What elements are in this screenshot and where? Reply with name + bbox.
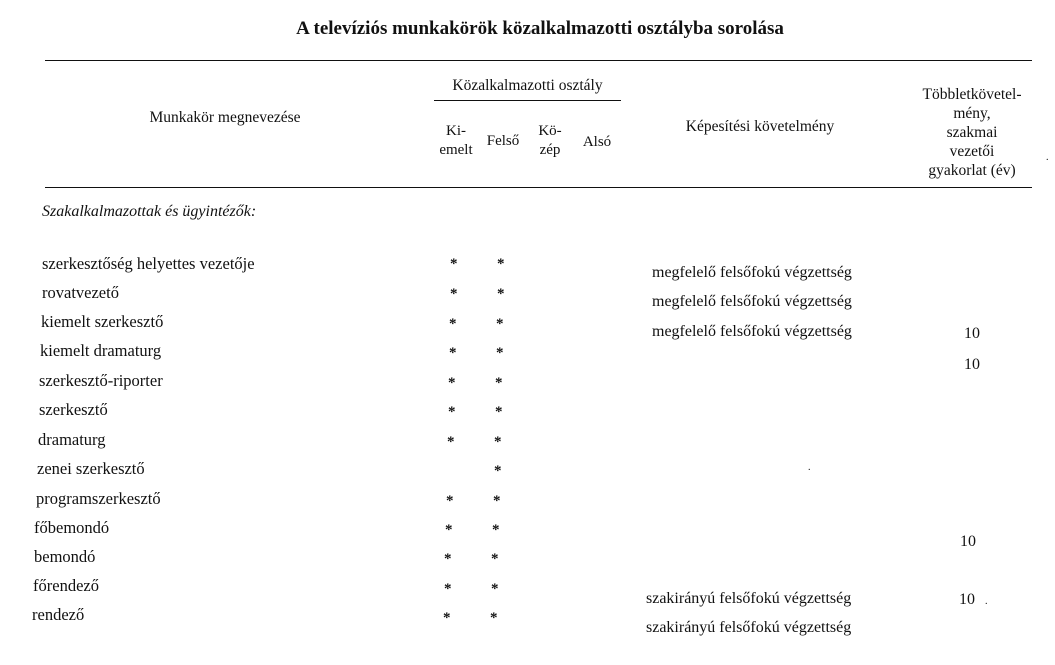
kiemelt-mark: * [449,345,457,361]
section-title: Szakalkalmazottak és ügyintézők: [42,203,257,220]
kiemelt-mark: * [444,551,452,567]
felso-mark: * [491,551,499,567]
qualification-text: szakirányú felsőfokú végzettség [646,590,852,607]
kiemelt-mark: * [448,375,456,391]
kiemelt-mark: * [444,581,452,597]
header-col-kiemelt-line2: emelt [439,142,473,158]
job-name: szerkesztő-riporter [39,371,163,390]
kiemelt-mark: * [449,316,457,332]
felso-mark: * [496,316,504,332]
felso-mark: * [493,493,501,509]
header-job-name: Munkakör megnevezése [149,109,301,126]
scan-speck: . [985,596,988,607]
header-extra-line1: Többletkövetel- [922,86,1022,103]
job-name: rovatvezető [42,283,119,302]
job-name: szerkesztőség helyettes vezetője [42,254,255,273]
scan-speck: . [1046,152,1049,163]
header-extra-line4: vezetői [949,143,995,160]
felso-mark: * [490,610,498,626]
class-group-rule [434,100,621,101]
years-value: 10 [959,591,975,608]
scan-speck: . [808,462,811,473]
kiemelt-mark: * [443,610,451,626]
job-name: zenei szerkesztő [37,459,145,478]
kiemelt-mark: * [447,434,455,450]
felso-mark: * [491,581,499,597]
felso-mark: * [492,522,500,538]
job-name: programszerkesztő [36,489,161,508]
header-col-kozep-line1: Kö- [538,123,562,139]
header-col-kozep-line2: zép [539,142,561,158]
job-name: bemondó [34,547,96,566]
qualification-text: megfelelő felsőfokú végzettség [652,323,852,340]
years-value: 10 [964,325,980,342]
kiemelt-mark: * [446,493,454,509]
header-class-group: Közalkalmazotti osztály [452,77,603,94]
header-col-kiemelt [436,122,476,160]
header-bottom-rule [45,187,1032,188]
job-name: kiemelt szerkesztő [41,312,164,331]
job-name: szerkesztő [39,400,108,419]
header-extra-requirement [912,85,1032,180]
job-name: főbemondó [34,518,110,537]
job-name: dramaturg [38,430,106,449]
header-col-kozep [530,122,570,160]
felso-mark: * [494,434,502,450]
job-name: főrendező [33,576,99,595]
felso-mark: * [497,286,505,302]
job-name: kiemelt dramaturg [40,341,162,360]
felso-mark: * [494,463,502,479]
kiemelt-mark: * [445,522,453,538]
felso-mark: * [497,256,505,272]
qualification-text: megfelelő felsőfokú végzettség [652,264,852,281]
header-qualification: Képesítési követelmény [685,118,835,135]
felso-mark: * [495,404,503,420]
felso-mark: * [495,375,503,391]
years-value: 10 [960,533,976,550]
header-extra-line5: gyakorlat (év) [928,162,1016,179]
job-name: rendező [32,605,85,624]
qualification-text: megfelelő felsőfokú végzettség [652,293,852,310]
kiemelt-mark: * [450,256,458,272]
header-col-felso: Felső [486,133,520,149]
kiemelt-mark: * [448,404,456,420]
felso-mark: * [496,345,504,361]
header-col-kiemelt-line1: Ki- [446,123,466,139]
top-rule [45,60,1032,61]
page-title: A televíziós munkakörök közalkalmazotti osztályba sorolása [296,18,784,39]
years-value: 10 [964,356,980,373]
header-extra-line2: mény, [953,105,991,122]
qualification-text: szakirányú felsőfokú végzettség [646,619,852,636]
kiemelt-mark: * [450,286,458,302]
header-col-also: Alsó [582,134,612,150]
header-extra-line3: szakmai [946,124,998,141]
